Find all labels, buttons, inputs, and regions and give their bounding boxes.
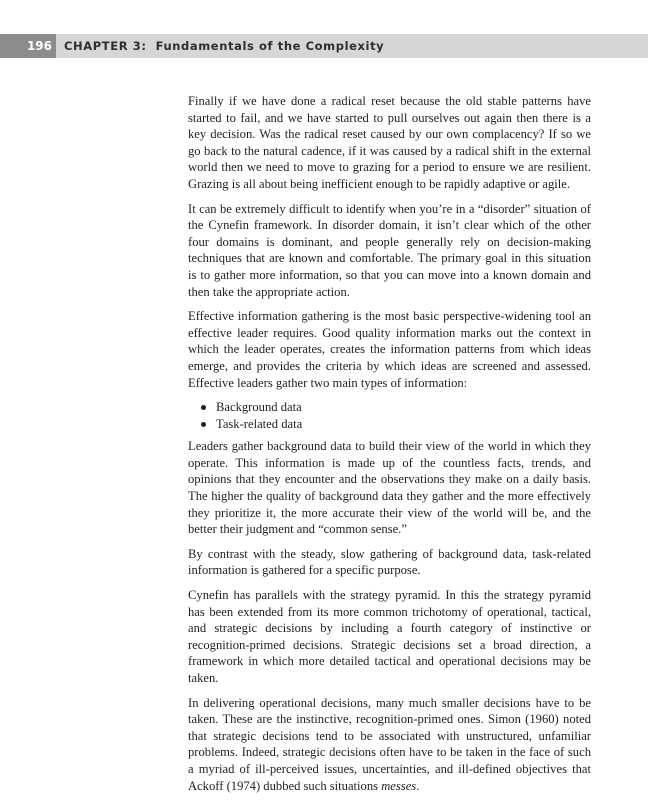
page-number: 196 (0, 34, 56, 58)
list-item (188, 399, 591, 416)
paragraph: Finally if we have done a radical reset because the old stable patterns have started to fail, and we have started to pull ourselves out again then there is a key decision. Was the radical reset caused by our own complacency? If so we go back to the natural cadence, if it was caused by a radical shift in the external world then we need to move to grazing for a period to ensure we are resilient. Grazing is all about being inefficient enough to be rapidly adaptive or agile. (188, 94, 591, 191)
page-body (188, 93, 591, 802)
paragraph: By contrast with the steady, slow gathering of background data, task-related information is gathered for a specific purpose. (188, 546, 591, 578)
list-item-text: Background data (216, 400, 302, 415)
list-item-text: Task-related data (216, 416, 303, 431)
paragraph: Leaders gather background data to build their view of the world in which they operate. This information is made up of the countless facts, trends, and opinions that they encounter and the observations they make on a daily basis. The higher the quality of background data they gather and the more effectively they prioritize it, the more accurate their view of the world will be, and the better their judgment and “common sense.” (188, 439, 591, 537)
paragraph: It can be extremely difficult to identify when you’re in a “disorder” situation of the Cynefin framework. In disorder domain, it isn’t clear which of the other four domains is dominant, and people generally rely on decision-making techniques that are known and comfortable. The primary goal in this situation is to gather more information, so that you can move into a known domain and then take the appropriate action. (188, 201, 591, 299)
paragraph-text: In delivering operational decisions, many much smaller decisions have to be taken. These are the instinctive, recognition-primed ones. Simon (1960) noted that strategic decisions tend to be associated with unstructured, unfamiliar problems. Indeed, strategic decisions often have to be taken in the face of such a myriad of ill-perceived issues, uncertainties, and ill-defined objectives that Ackoff (1974) dubbed such situations (188, 695, 591, 793)
paragraph (188, 695, 591, 795)
paragraph: Cynefin has parallels with the strategy pyramid. In this the strategy pyramid has been extended from its more common trichotomy of operational, tactical, and strategic decisions by including a fourth category of instinctive or recognition-primed decisions. Strategic decisions set a broad direction, a framework in which more detailed tactical and operational decisions may be taken. (188, 588, 591, 685)
list-item (188, 416, 591, 433)
bullet-list (188, 399, 591, 432)
emphasis-text: messes (381, 778, 417, 793)
bullet-icon (201, 422, 206, 427)
chapter-label: CHAPTER 3: (64, 39, 147, 53)
chapter-title: Fundamentals of the Complexity (155, 39, 385, 53)
paragraph-end: . (416, 778, 420, 793)
running-header (0, 34, 648, 58)
paragraph: Effective information gathering is the most basic perspective-widening tool an effective leader requires. Good quality information marks out the context in which the leader operates, creates the information patterns from which ideas emerge, and provides the criteria by which ideas are screened and assessed. Effective leaders gather two main types of information: (188, 309, 591, 390)
bullet-icon (201, 405, 206, 410)
chapter-heading (64, 34, 384, 58)
